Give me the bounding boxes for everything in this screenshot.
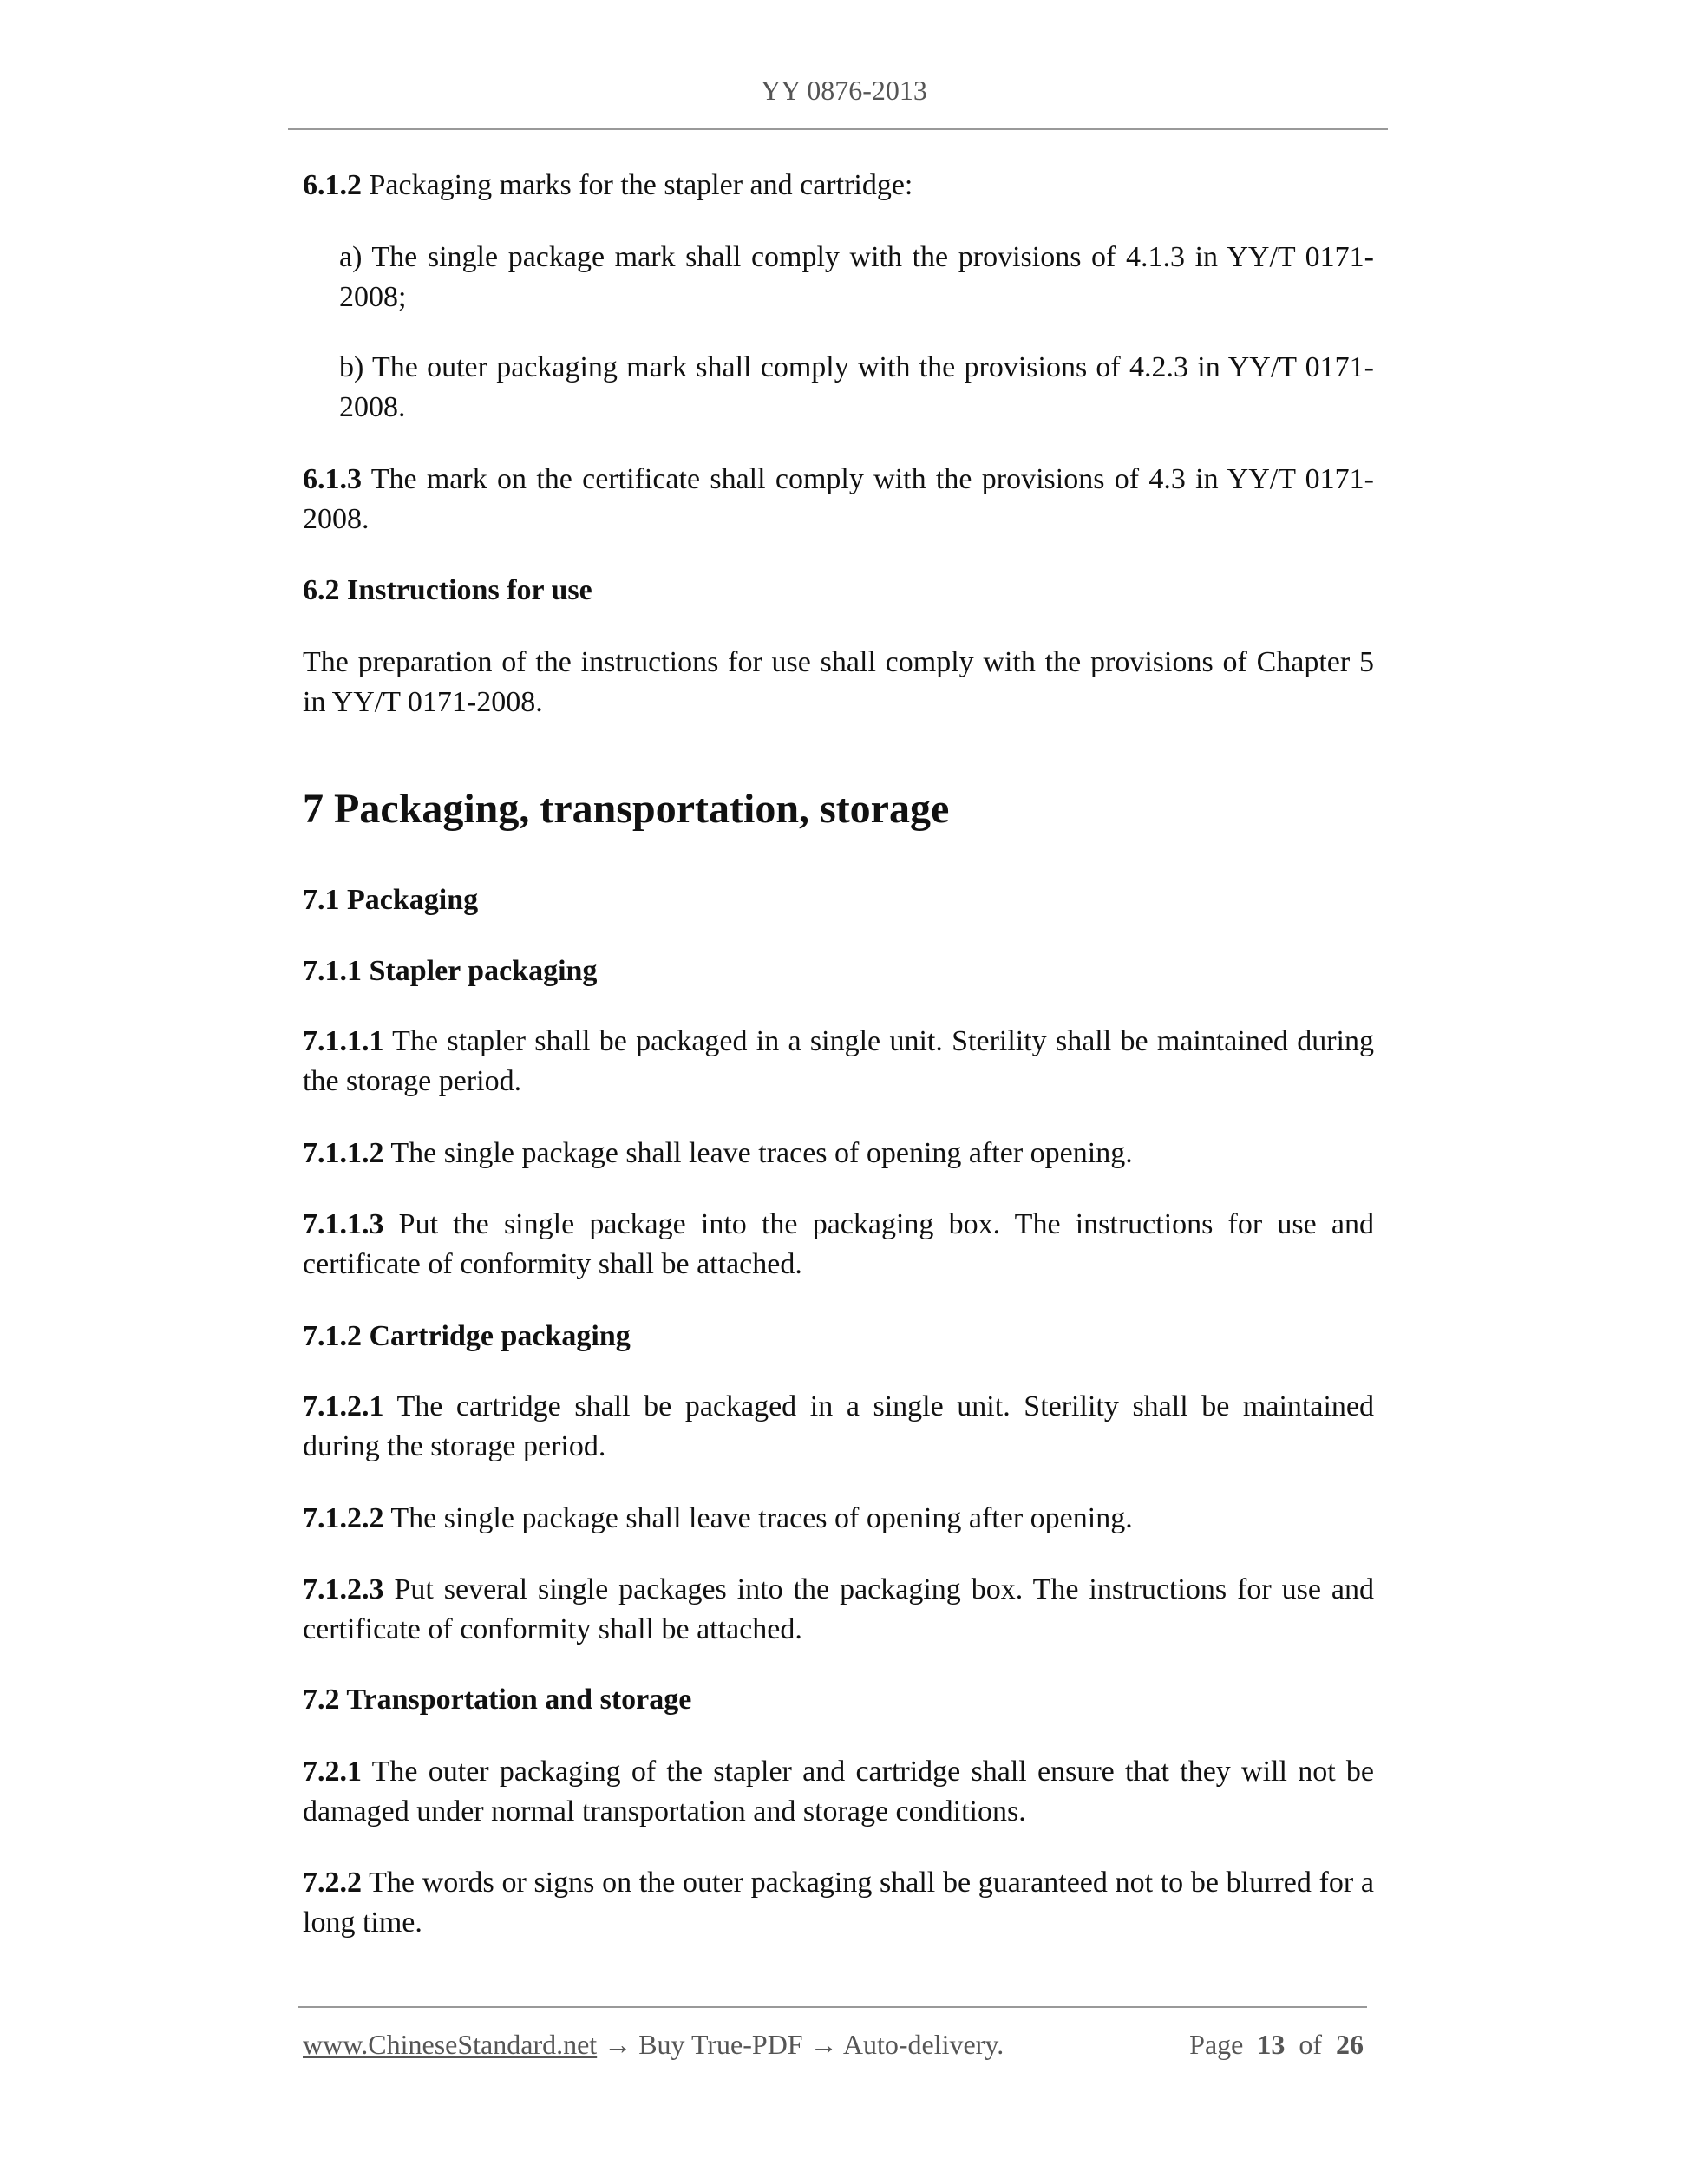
arrow-right-icon: → (809, 2029, 838, 2060)
clause-7-1-2-3: 7.1.2.3 Put several single packages into the packaging box. The instructions for use and certificate of conformity shall be attached. (303, 1573, 1374, 1645)
page-label: Page (1189, 2029, 1244, 2060)
buy-text: Buy True-PDF (638, 2029, 803, 2060)
footer-divider (298, 2006, 1367, 2008)
paragraph-6-2: The preparation of the instructions for use shall comply with the provisions of Chapter 5 in YY/T 0171-2008. (303, 646, 1374, 718)
clause-7-1-2-2: 7.1.2.2 The single package shall leave traces of opening after opening. (303, 1502, 1133, 1534)
total-pages: 26 (1336, 2029, 1364, 2060)
heading-7-1: 7.1 Packaging (303, 884, 479, 916)
item-b: b) The outer packaging mark shall comply with the provisions of 4.2.3 in YY/T 0171-2008. (339, 351, 1374, 423)
website-link[interactable]: www.ChineseStandard.net (303, 2029, 598, 2060)
of-label: of (1299, 2029, 1322, 2060)
heading-6-2: 6.2 Instructions for use (303, 574, 592, 606)
clause-7-1-1-2: 7.1.1.2 The single package shall leave traces of opening after opening. (303, 1137, 1133, 1169)
header-divider (288, 128, 1388, 130)
footer-promo (303, 2026, 1004, 2063)
clause-6-1-3: 6.1.3 The mark on the certificate shall comply with the provisions of 4.3 in YY/T 0171-2008. (303, 463, 1374, 535)
current-page: 13 (1257, 2029, 1286, 2060)
item-a: a) The single package mark shall comply with the provisions of 4.1.3 in YY/T 0171-2008; (339, 241, 1374, 313)
heading-7-1-2: 7.1.2 Cartridge packaging (303, 1320, 631, 1352)
clause-7-1-2-1: 7.1.2.1 The cartridge shall be packaged in a single unit. Sterility shall be maintained during the storage period. (303, 1390, 1374, 1462)
clause-6-1-2: 6.1.2 Packaging marks for the stapler and cartridge: (303, 169, 913, 201)
delivery-text: Auto-delivery. (842, 2029, 1004, 2060)
chapter-7-heading: 7 Packaging, transportation, storage (303, 786, 950, 832)
clause-7-1-1-3: 7.1.1.3 Put the single package into the packaging box. The instructions for use and certificate of conformity shall be attached. (303, 1208, 1374, 1280)
document-header: YY 0876-2013 (761, 75, 927, 106)
clause-7-2-1: 7.2.1 The outer packaging of the stapler and cartridge shall ensure that they will not be damaged under normal transportation and storage conditions. (303, 1756, 1374, 1828)
heading-7-2: 7.2 Transportation and storage (303, 1684, 692, 1716)
arrow-right-icon: → (604, 2029, 632, 2060)
heading-7-1-1: 7.1.1 Stapler packaging (303, 955, 598, 987)
clause-7-1-1-1: 7.1.1.1 The stapler shall be packaged in a single unit. Sterility shall be maintained during the storage period. (303, 1025, 1374, 1097)
clause-7-2-2: 7.2.2 The words or signs on the outer packaging shall be guaranteed not to be blurred for a long time. (303, 1867, 1374, 1939)
page-number (1189, 2026, 1364, 2063)
